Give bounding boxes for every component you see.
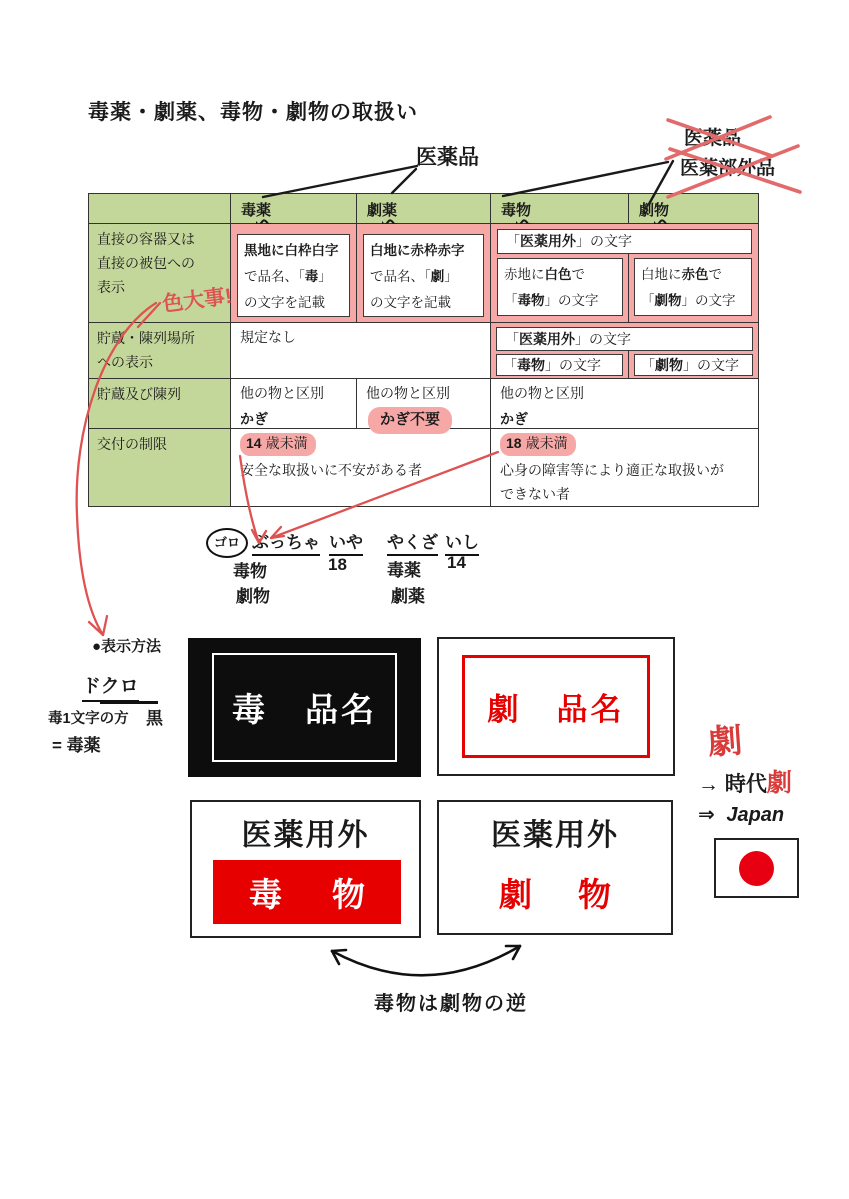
color-important-note: 色大事! [161,284,234,317]
handling-table [88,193,759,507]
dokubutsu-sign-header: 医薬用外 [241,819,370,852]
crossed-out-iyakuhin: 医薬品 [684,128,742,149]
dokubutsu-sign [190,800,421,938]
col-header-dokubutsu: 毒物 [491,194,629,224]
row3-label: 貯蔵及び陳列 [89,379,231,429]
row1-dokuyaku-cell: 黒地に白枠白字 で品名、「毒」 の文字を記載 [231,224,357,323]
doku-sign-frame: 毒 品名 [212,653,397,762]
display-method-heading: ●表示方法 [92,638,162,655]
geki-sign-frame: 劇 品名 [462,655,650,758]
goro-14: 14 [447,553,466,572]
row4-yaku-cell: 14 歳未満 安全な取扱いに不安がある者 [231,429,491,506]
connector-dokubutsu-to-crossed [503,162,668,196]
row3-dokubutsu-gekibutsu-cell: 他の物と区別 かぎ [491,379,758,429]
doku-sign [188,638,421,777]
column-divider [628,351,629,378]
dokuro-note: ドクロ [82,671,139,702]
goro-badge: ゴロ [206,528,248,558]
col-header-gekibutsu: 劇物 [629,194,758,224]
age-14-highlight: 14 歳未満 [240,433,316,456]
col-header-dokuyaku: 毒薬 [231,194,357,224]
goro-phrase: ぶっちゃ いや やくざ いし [252,528,479,556]
dokuro-note-b: 黒 [146,709,163,728]
row2-dokubutsu-gekibutsu-cell: 「医薬用外」の文字 「毒物」の文字 「劇物」の文字 [491,323,758,379]
column-divider [628,254,629,322]
row3-gekiyaku-cell: 他の物と区別 かぎ不要 [357,379,491,429]
jidaigeki-note: → 時代劇 [698,769,792,797]
gekibutsu-sign [437,800,673,935]
page-title: 毒薬・劇薬、毒物・劇物の取扱い [88,101,418,124]
geki-red-note: 劇 [706,721,744,763]
col-header-gekiyaku: 劇薬 [357,194,491,224]
dokubutsu-sign-band: 毒 物 [213,860,401,924]
goro-gekibutsu: 劇物 [236,587,270,606]
goro-dokuyaku: 毒薬 [387,561,421,580]
goro-18: 18 [328,555,347,574]
dokuro-note-c: = 毒薬 [52,736,101,755]
row1-dokubutsu-gekibutsu-cell: 「医薬用外」の文字 赤地に白色で 「毒物」の文字 白地に赤色で 「劇物」の文字 [491,224,758,323]
goro-gekiyaku: 劇薬 [391,587,425,606]
gekibutsu-sign-text: 劇 物 [499,875,611,913]
row1-label: 直接の容器又は 直接の被包への 表示 [89,224,231,323]
bottom-reverse-note: 毒物は劇物の逆 [374,993,528,1015]
dokuro-note-a: 毒1文字の方 [48,711,129,727]
reverse-double-arrow [332,946,520,975]
age-18-highlight: 18 歳未満 [500,433,576,456]
row1-gekiyaku-cell: 白地に赤枠赤字 で品名、「劇」 の文字を記載 [357,224,491,323]
kagi-fuyou-highlight: かぎ不要 [368,407,452,434]
japan-flag-circle [739,851,774,886]
arrowhead-left [332,950,346,964]
geki-sign [437,637,675,776]
row4-butsu-cell: 18 歳未満 心身の障害等により適正な取扱いが できない者 [500,435,724,503]
crossed-out-iyakubugaihin: 医薬部外品 [680,158,776,179]
japan-flag [714,838,799,898]
gekibutsu-sign-header: 医薬用外 [491,819,619,852]
row4-label: 交付の制限 [89,429,231,506]
table-corner-cell [89,194,231,224]
iyakuhin-handwritten-label: 医薬品 [416,146,479,169]
row3-dokuyaku-cell: 他の物と区別 かぎ [231,379,357,429]
row2-no-rule-cell: 規定なし [231,323,491,379]
arrowhead-right [506,946,520,959]
row2-label: 貯蔵・陳列場所 への表示 [89,323,231,379]
japan-note: ⇒ Japan [698,804,785,826]
connector-gekiyaku-to-iyakuhin [392,169,416,193]
goro-dokubutsu: 毒物 [233,562,267,581]
red-arrowhead [89,616,107,635]
